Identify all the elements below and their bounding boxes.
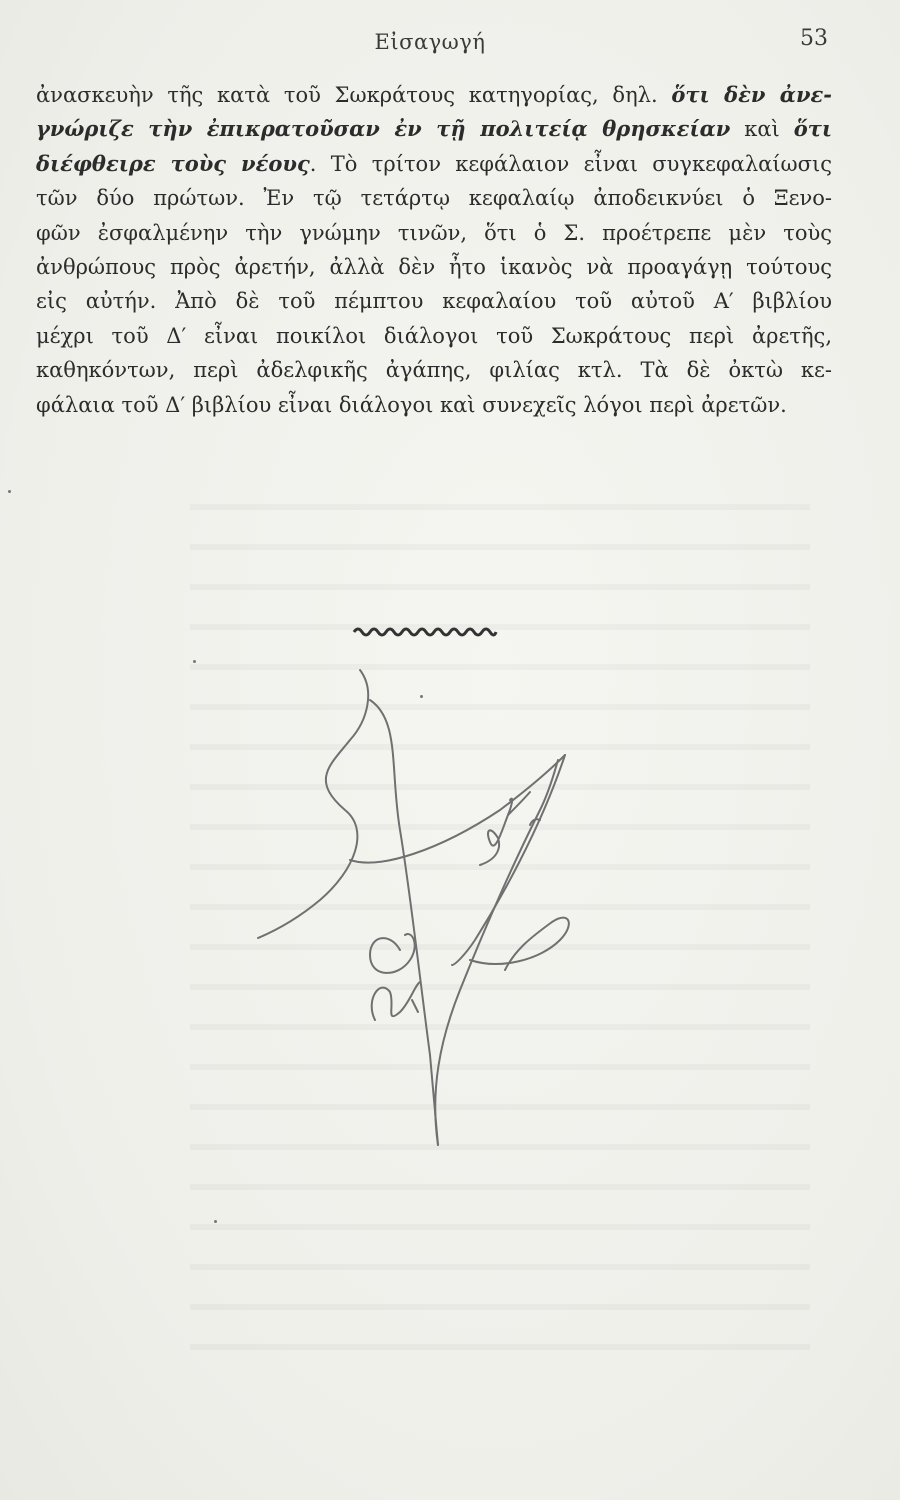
text-line [36, 250, 832, 284]
text-segment: φῶν ἐσφαλμένην τὴν γνώμην τινῶν, ὅτι ὁ Σ. προέτρεπε μὲν τοὺς [36, 220, 832, 245]
page-header [0, 26, 900, 66]
ornament-divider [352, 622, 498, 640]
emphasized-text: διέφθειρε τοὺς νέους [36, 150, 310, 176]
text-line [36, 388, 832, 422]
paper-speck [420, 695, 423, 698]
text-segment: εἰς αὐτήν. Ἀπὸ δὲ τοῦ πέμπτου κεφαλαίου τοῦ αὐτοῦ Α′ βιβλίου [36, 289, 832, 314]
text-segment: καθηκόντων, περὶ ἀδελφικῆς ἀγάπης, φιλίας κτλ. Τὰ δὲ ὀκτὼ κε- [36, 358, 832, 383]
running-title: Εἰσαγωγή [374, 30, 486, 54]
text-segment: καὶ [730, 117, 794, 142]
text-line [36, 353, 832, 387]
text-line [36, 78, 832, 112]
text-line [36, 181, 832, 215]
text-line [36, 216, 832, 250]
text-line [36, 112, 832, 146]
handwritten-signature [240, 660, 580, 1150]
emphasized-text: ὅτι [793, 116, 833, 142]
text-line [36, 319, 832, 353]
text-line [36, 147, 832, 181]
text-line [36, 284, 832, 318]
text-segment: ἀνασκευὴν τῆς κατὰ τοῦ Σωκράτους κατηγορίας, δηλ. [36, 83, 672, 107]
paper-speck [8, 490, 11, 493]
text-segment: ἀνθρώπους πρὸς ἀρετήν, ἀλλὰ δὲν ἦτο ἱκανὸς νὰ προαγάγῃ τούτους [36, 254, 832, 279]
page-number: 53 [800, 26, 828, 51]
text-segment: μέχρι τοῦ Δ′ εἶναι ποικίλοι διάλογοι τοῦ Σωκράτους περὶ ἀρετῆς, [36, 323, 832, 348]
paper-speck [193, 660, 196, 663]
emphasized-text: ὅτι δὲν ἀνε- [671, 82, 832, 107]
text-segment: . Τὸ τρίτον κεφάλαιον εἶναι συγκεφαλαίωσις [309, 151, 833, 176]
paragraph [36, 78, 832, 422]
emphasized-text: γνώριζε τὴν ἐπικρατοῦσαν ἐν τῇ πολιτείᾳ θρησκείαν [36, 116, 731, 142]
text-segment: φάλαια τοῦ Δ′ βιβλίου εἶναι διάλογοι καὶ συνεχεῖς λόγοι περὶ ἀρετῶν. [36, 392, 787, 417]
paper-speck [214, 1220, 217, 1223]
text-segment: τῶν δύο πρώτων. Ἐν τῷ τετάρτῳ κεφαλαίῳ ἀποδεικνύει ὁ Ξενο- [36, 186, 832, 211]
